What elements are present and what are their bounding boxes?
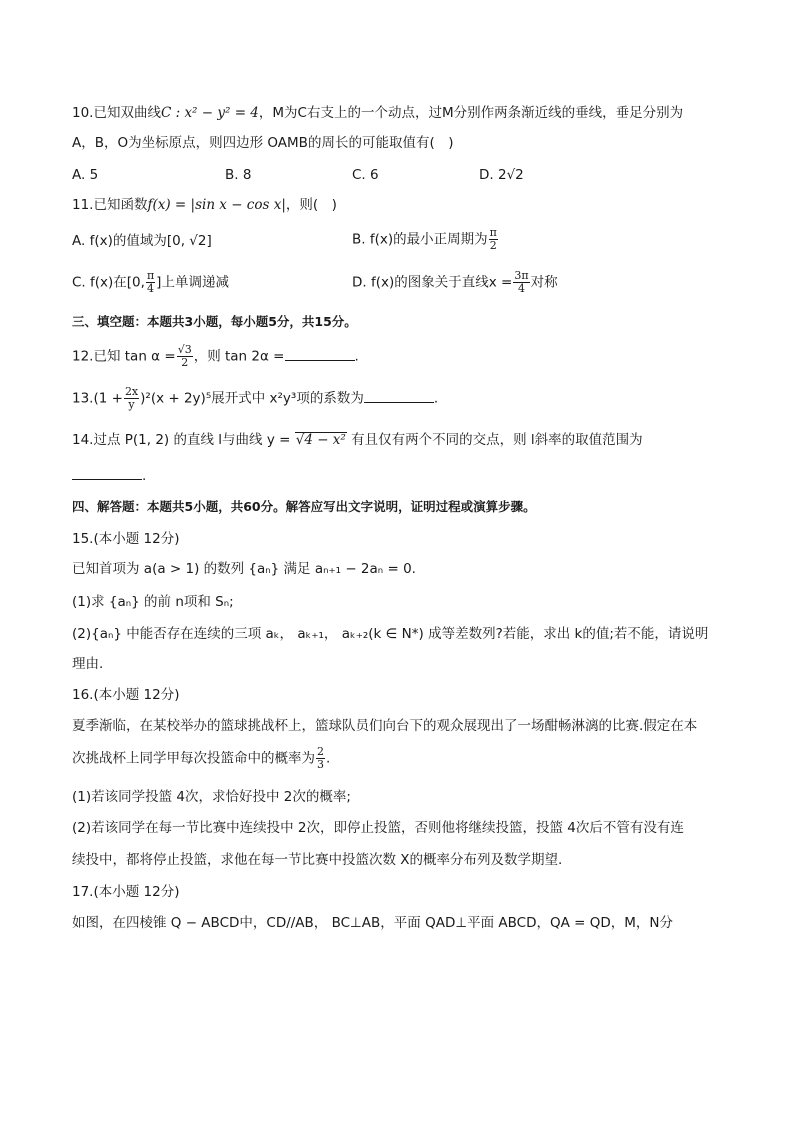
q11-option-b — [352, 227, 499, 252]
q14-text-end: 有且仅有两个不同的交点，则 l斜率的取值范围为 — [351, 432, 643, 448]
q16-part2: (2)若该同学在每一节比赛中连续投中 2次，即停止投篮，否则他将继续投篮，投篮 4次后不管有没有连 — [72, 820, 684, 836]
q10-option-c: C. 6 — [352, 167, 379, 183]
q13: 13.(1 + $\frac{2x}{y}$ )²(x + 2y)⁵展开式中 x²y³项的系数为 . — [72, 385, 439, 411]
section-4-heading: 四、解答题：本题共5小题，共60分。解答应写出文字说明，证明过程或演算步骤。 — [72, 499, 536, 514]
frac-den: 2 — [181, 356, 189, 369]
q15-part1: (1)求 {aₙ} 的前 n项和 Sₙ; — [72, 594, 234, 610]
q14-text: 14.过点 P(1, 2) 的直线 l与曲线 y = — [72, 432, 291, 448]
q16-stem-text: 次挑战杯上同学甲每次投篮命中的概率为 — [72, 750, 315, 767]
q10-option-d: D. 2√2 — [479, 167, 524, 183]
q14-answer-line: . — [72, 466, 146, 486]
q11-option-c-text: C. f(x)在[0, — [72, 274, 145, 291]
frac-num: 2x — [124, 385, 139, 398]
q10-line2: A，B，O为坐标原点，则四边形 OAMB的周长的可能取值有( ) — [72, 135, 454, 151]
q17-stem: 如图，在四棱锥 Q − ABCD中，CD//AB， BC⊥AB，平面 QAD⊥平面 ABCD，QA = QD，M，N分 — [72, 915, 674, 931]
q10-line1 — [72, 103, 683, 123]
q12-text: 12.已知 tan α = — [72, 348, 176, 365]
q10-stem-rest: ，M为C右支上的一个动点，过M分别作两条渐近线的垂线，垂足分别为 — [258, 105, 684, 121]
q11-option-b-text: B. f(x)的最小正周期为 — [352, 231, 488, 248]
section-3-heading: 三、填空题：本题共3小题，每小题5分，共15分。 — [72, 314, 357, 329]
q14 — [72, 430, 643, 450]
q11-stem — [72, 195, 337, 215]
q15-part2-cont: 理由. — [72, 656, 104, 672]
q14-radical: √4 − x² — [295, 432, 346, 448]
q10-hyperbola-equation: C : x² − y² = 4 — [160, 105, 259, 121]
q11-option-c-text-end: ]上单调递减 — [156, 274, 229, 291]
q11-option-a: A. f(x)的值域为[0, √2] — [72, 233, 212, 249]
frac-den: 3 — [317, 758, 324, 771]
q15-title: 15.(本小题 12分) — [72, 531, 180, 547]
frac-num: 3π — [514, 269, 529, 282]
q16-part1: (1)若该同学投篮 4次，求恰好投中 2次的概率; — [72, 789, 351, 805]
q10-option-b: B. 8 — [225, 167, 252, 183]
frac-num: √3 — [177, 343, 192, 356]
q12-text-end: ，则 tan 2α = — [193, 348, 285, 365]
q11-option-d-text: D. f(x)的图象关于直线x = — [352, 274, 513, 291]
q11-stem-end: ，则( ) — [285, 197, 337, 213]
q15-stem: 已知首项为 a(a > 1) 的数列 {aₙ} 满足 aₙ₊₁ − 2aₙ = 0. — [72, 561, 416, 577]
q11-option-c-fraction — [146, 270, 155, 295]
frac-num: 2 — [317, 745, 324, 758]
frac-den: y — [128, 398, 135, 411]
q16-part2-cont: 续投中，都将停止投篮，求他在每一节比赛中投篮次数 X的概率分布列及数学期望. — [72, 852, 563, 868]
q13-answer-blank — [364, 390, 434, 403]
q16-probability-fraction — [316, 746, 325, 771]
frac-den: 4 — [147, 282, 155, 295]
q16-title: 16.(本小题 12分) — [72, 687, 180, 703]
q11-option-d-text-end: 对称 — [530, 274, 558, 291]
q13-fraction — [124, 386, 139, 411]
q12: 12.已知 tan α = $\frac{√3}{2}$ ，则 tan 2α = . — [72, 343, 359, 369]
frac-num: π — [146, 269, 155, 282]
q12-answer-blank — [285, 348, 355, 361]
frac-num: π — [489, 226, 497, 239]
q16-stem-line2: 次挑战杯上同学甲每次投篮命中的概率为 $\frac{2}{3}$ . — [72, 745, 331, 771]
q12-fraction — [177, 344, 193, 369]
q10-stem-start: 10.已知双曲线 — [72, 105, 161, 121]
q15-part2: (2){aₙ} 中能否存在连续的三项 aₖ， aₖ₊₁， aₖ₊₂(k ∈ N*) 成等差数列?若能，求出 k的值;若不能，请说明 — [72, 626, 709, 642]
q11-option-d-fraction — [513, 270, 529, 295]
q16-stem-line1: 夏季渐临，在某校举办的篮球挑战杯上，篮球队员们向台下的观众展现出了一场酣畅淋漓的比赛.假定在本 — [72, 718, 698, 734]
q14-answer-blank — [72, 467, 142, 480]
q13-text-end: )²(x + 2y)⁵展开式中 x²y³项的系数为 — [140, 390, 364, 407]
q11-option-c — [72, 270, 229, 295]
frac-den: 4 — [517, 282, 525, 295]
q11-option-b-fraction — [489, 227, 498, 252]
q17-title: 17.(本小题 12分) — [72, 884, 180, 900]
q13-text: 13.(1 + — [72, 390, 123, 407]
q10-option-a: A. 5 — [72, 167, 99, 183]
q11-option-d — [352, 270, 558, 295]
q11-stem-start: 11.已知函数 — [72, 197, 148, 213]
q11-function: f(x) = |sin x − cos x| — [147, 197, 286, 213]
frac-den: 2 — [489, 239, 497, 252]
